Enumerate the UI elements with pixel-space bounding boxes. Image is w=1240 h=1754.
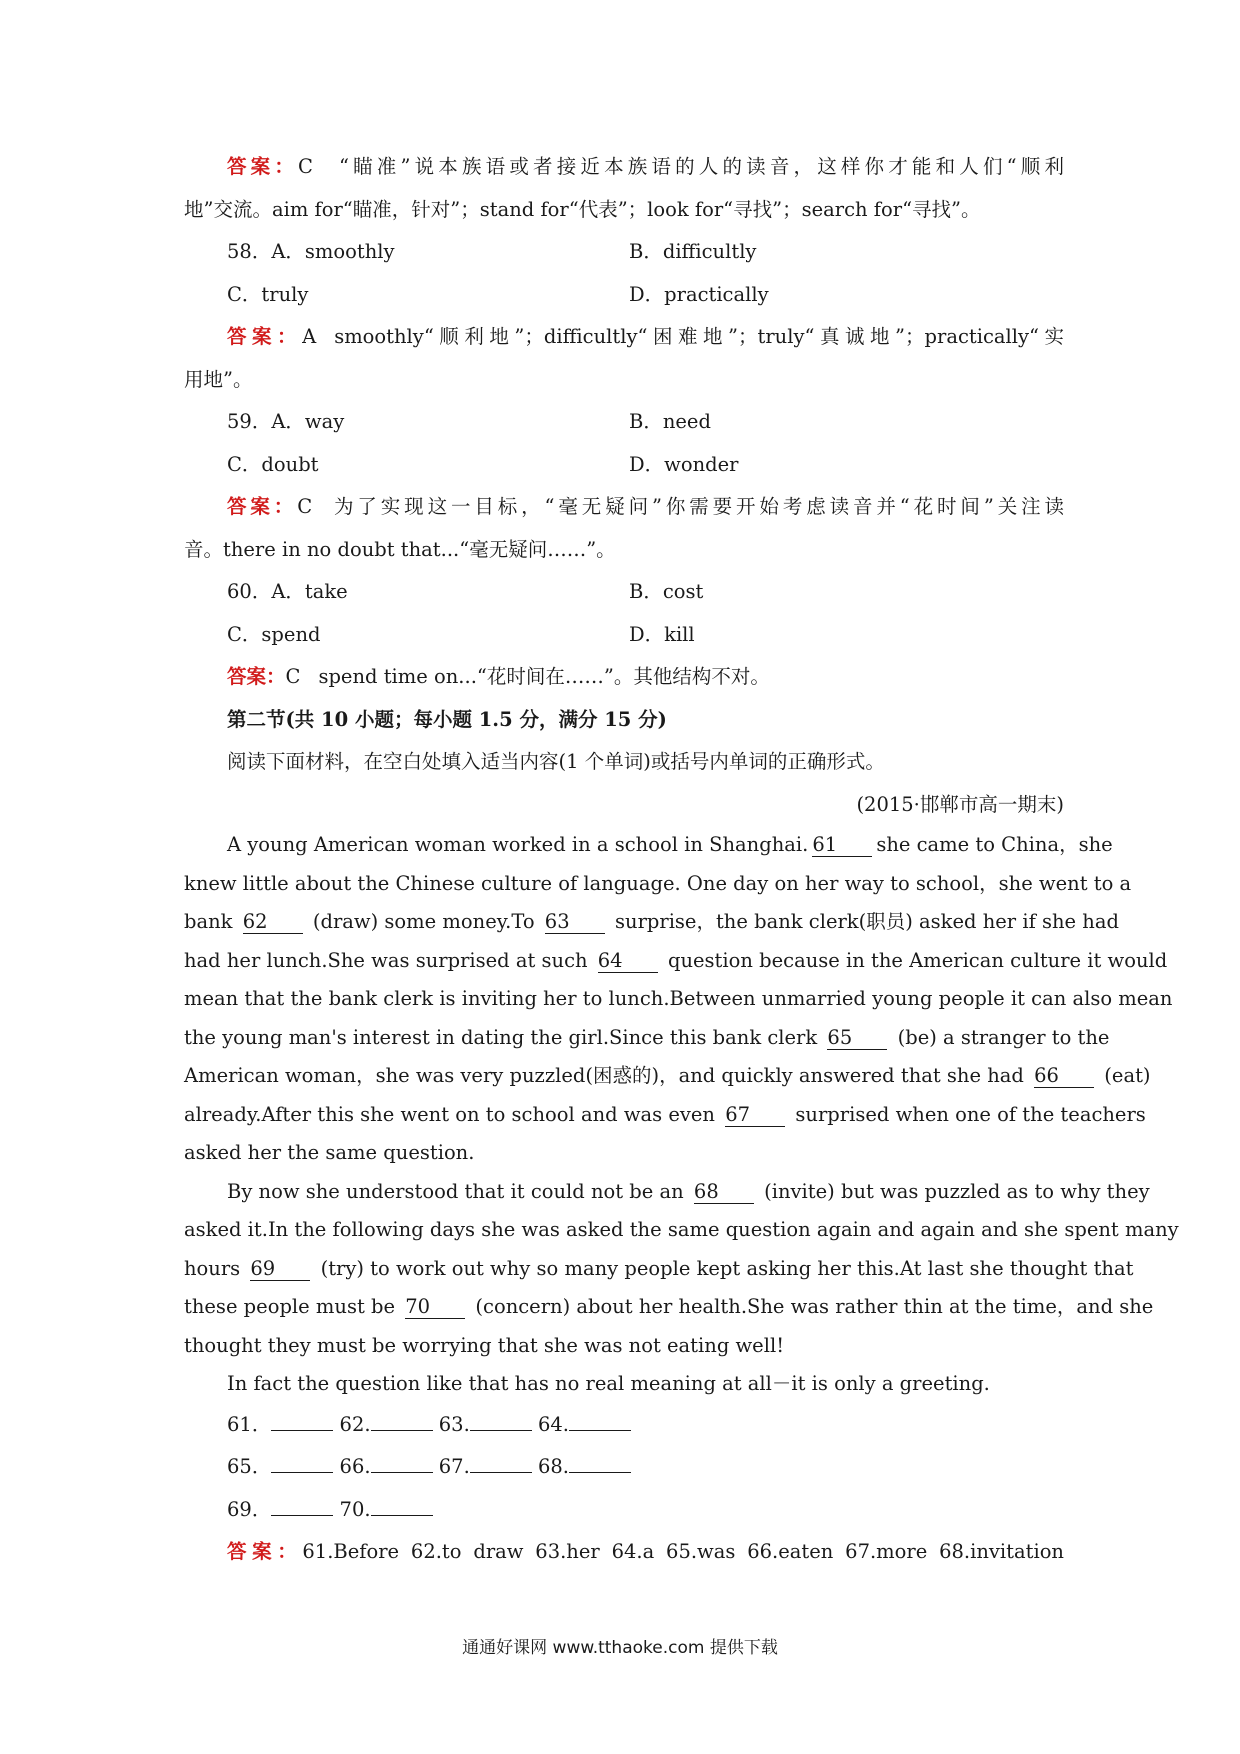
passage-line <box>184 1096 1146 1135</box>
blank-67: 67 <box>725 1104 785 1127</box>
passage-text: A young American woman worked in a school in Shanghai. <box>227 833 809 856</box>
q57-explanation-2: 地”交流。aim for“瞄准，针对”；stand for“代表”；look for“寻找”；search for“寻找”。 <box>184 197 981 221</box>
sheet-number: 62. <box>339 1412 371 1436</box>
passage-text: By now she understood that it could not be an <box>227 1179 684 1203</box>
passage-paragraph-2 <box>184 1173 1179 1366</box>
final-answer-item: 65.was <box>666 1540 736 1563</box>
passage-text: question because in the American culture it would <box>667 948 1168 972</box>
passage-text: had her lunch.She was surprised at such <box>184 948 588 972</box>
passage-line: thought they must be worrying that she was not eating well! <box>184 1333 785 1357</box>
answer-key: C <box>298 155 313 178</box>
passage-line: mean that the bank clerk is inviting her to lunch.Between unmarried young people it can also mean <box>184 987 1173 1010</box>
passage-line: knew little about the Chinese culture of language. One day on her way to school，she went to a <box>184 871 1132 895</box>
answer-blank <box>569 1454 631 1473</box>
q57-explanation-1: “瞄准”说本族语或者接近本族语的人的读音，这样你才能和人们“顺利 <box>338 155 1064 178</box>
passage-line: In fact the question like that has no real meaning at all－it is only a greeting. <box>227 1372 990 1395</box>
passage-text: surprise，the bank clerk(职员) asked her if she had <box>615 910 1119 933</box>
passage-text: hours <box>184 1256 241 1280</box>
q58-explanation-1: smoothly“顺利地”；difficultly“困难地”；truly“真诚地”；practically“实 <box>334 325 1064 348</box>
answer-blank <box>569 1412 631 1431</box>
q57-answer-line2 <box>184 189 1064 232</box>
answer-blank <box>470 1412 532 1431</box>
sheet-number: 69． <box>227 1497 272 1521</box>
q57-answer-line1 <box>184 146 1064 189</box>
final-answer-item: 68.invitation <box>939 1540 1064 1563</box>
q58-option-a: 58．A．smoothly <box>227 240 395 263</box>
answer-sheet-row-1 <box>184 1404 1064 1447</box>
passage-text: bank <box>184 910 233 933</box>
page-footer: 通通好课网 www.tthaoke.com 提供下载 <box>462 1638 778 1658</box>
blank-64: 64 <box>598 950 658 973</box>
passage-text: (be) a stranger to the <box>897 1025 1110 1049</box>
answer-blank <box>271 1412 333 1431</box>
q58-option-c: C．truly <box>227 282 309 306</box>
q58-options-row2 <box>184 274 1064 317</box>
section-instruction: 阅读下面材料，在空白处填入适当内容(1 个单词)或括号内单词的正确形式。 <box>227 750 885 773</box>
document-page <box>184 146 1179 1574</box>
answer-label: 答案： <box>227 325 303 348</box>
passage-line: asked her the same question. <box>184 1141 475 1164</box>
q60-option-a: 60．A．take <box>227 580 348 603</box>
q60-options-row1 <box>184 571 1064 614</box>
passage-line <box>184 1288 1154 1327</box>
q59-answer-line1 <box>184 486 1064 529</box>
q59-options-row1 <box>184 401 1064 444</box>
passage-line <box>184 1250 1134 1289</box>
q60-option-d: D．kill <box>629 622 695 646</box>
final-answer-item: 64.a <box>611 1540 655 1563</box>
q60-option-c: C．spend <box>227 622 321 646</box>
sheet-number: 70. <box>339 1497 371 1521</box>
answer-blank <box>371 1454 433 1473</box>
final-answer-item: 63.her <box>535 1540 600 1563</box>
sheet-number: 61． <box>227 1412 272 1436</box>
passage-text: (try) to work out why so many people kept asking her this.At last she thought that <box>320 1256 1134 1280</box>
sheet-number: 66. <box>339 1455 371 1478</box>
q58-answer-line1 <box>184 316 1064 359</box>
passage-text: American woman，she was very puzzled(困惑的)，and quickly answered that she had <box>184 1064 1024 1087</box>
answer-blank <box>371 1497 433 1516</box>
q59-option-a: 59．A．way <box>227 410 345 433</box>
passage-text: (concern) about her health.She was rather thin at the time，and she <box>475 1295 1154 1318</box>
passage-text: (draw) some money.To <box>312 910 535 933</box>
q60-option-b: B．cost <box>629 580 704 603</box>
q58-answer-line2 <box>184 359 1064 402</box>
answer-blank <box>271 1497 333 1516</box>
blank-66: 66 <box>1034 1065 1094 1088</box>
passage-line <box>184 1173 1150 1212</box>
passage-line <box>184 903 1119 942</box>
passage-paragraph-1 <box>184 826 1173 1173</box>
answer-blank <box>371 1412 433 1431</box>
passage-text: (invite) but was puzzled as to why they <box>764 1179 1150 1203</box>
answer-sheet-row-3 <box>184 1489 1064 1532</box>
q58-explanation-2: 用地”。 <box>184 367 253 391</box>
blank-63: 63 <box>545 911 605 934</box>
q58-option-b: B．difficultly <box>629 240 757 263</box>
sheet-number: 64. <box>537 1412 569 1436</box>
passage-line: asked it.In the following days she was asked the same question again and again and she spent many <box>184 1218 1179 1241</box>
passage-line <box>184 1019 1110 1058</box>
q60-options-row2 <box>184 614 1064 657</box>
sheet-number: 68. <box>537 1455 569 1478</box>
passage-text: (eat) <box>1104 1064 1151 1087</box>
answer-key: C <box>297 495 313 518</box>
passage-source: (2015·邯郸市高一期末) <box>856 792 1064 816</box>
passage-line <box>184 1057 1151 1096</box>
q60-explanation-1: spend time on...“花时间在……”。其他结构不对。 <box>318 665 770 688</box>
q58-options-row1 <box>184 231 1064 274</box>
answer-sheet-row-2 <box>184 1446 1064 1489</box>
passage-paragraph-3 <box>184 1365 1064 1404</box>
q59-explanation-1: 为了实现这一目标，“毫无疑问”你需要开始考虑读音并“花时间”关注读 <box>330 495 1064 518</box>
q60-answer-line1 <box>184 656 1064 699</box>
final-answer-item: 61.Before <box>302 1540 400 1563</box>
passage-text: the young man's interest in dating the girl.Since this bank clerk <box>184 1025 818 1049</box>
final-answer-line <box>184 1531 1064 1574</box>
answer-key: A <box>302 325 317 348</box>
sheet-number: 65． <box>227 1455 272 1478</box>
answer-key: C <box>285 665 301 688</box>
blank-69: 69 <box>250 1258 310 1281</box>
section-title: 第二节(共 10 小题；每小题 1.5 分，满分 15 分) <box>227 707 667 731</box>
blank-68: 68 <box>694 1181 754 1204</box>
answer-label: 答案： <box>227 665 286 688</box>
passage-text: she came to China，she <box>876 833 1113 856</box>
blank-65: 65 <box>827 1027 887 1050</box>
answer-label: 答案： <box>227 1540 303 1563</box>
passage-line <box>184 942 1168 981</box>
passage-text: these people must be <box>184 1295 396 1318</box>
q59-option-d: D．wonder <box>629 452 739 476</box>
q59-explanation-2: 音。there in no doubt that...“毫无疑问……”。 <box>184 537 616 561</box>
passage-line <box>184 826 1113 865</box>
q59-answer-line2 <box>184 529 1064 572</box>
answer-blank <box>470 1454 532 1473</box>
passage-text: already.After this she went on to school and was even <box>184 1102 715 1126</box>
passage-text: surprised when one of the teachers <box>795 1102 1146 1126</box>
blank-70: 70 <box>405 1296 465 1319</box>
final-answer-item: 62.to draw <box>410 1540 524 1563</box>
q58-option-d: D．practically <box>629 282 769 306</box>
sheet-number: 63. <box>438 1412 470 1436</box>
final-answer-item: 66.eaten <box>747 1540 834 1563</box>
blank-61: 61 <box>812 834 872 857</box>
sheet-number: 67. <box>438 1455 470 1478</box>
answer-label: 答案： <box>227 495 298 518</box>
q59-option-b: B．need <box>629 410 711 433</box>
answer-blank <box>271 1454 333 1473</box>
answer-label: 答案： <box>227 155 299 178</box>
blank-62: 62 <box>243 911 303 934</box>
final-answer-item: 67.more <box>845 1540 928 1563</box>
q59-options-row2 <box>184 444 1064 487</box>
q59-option-c: C．doubt <box>227 452 319 476</box>
